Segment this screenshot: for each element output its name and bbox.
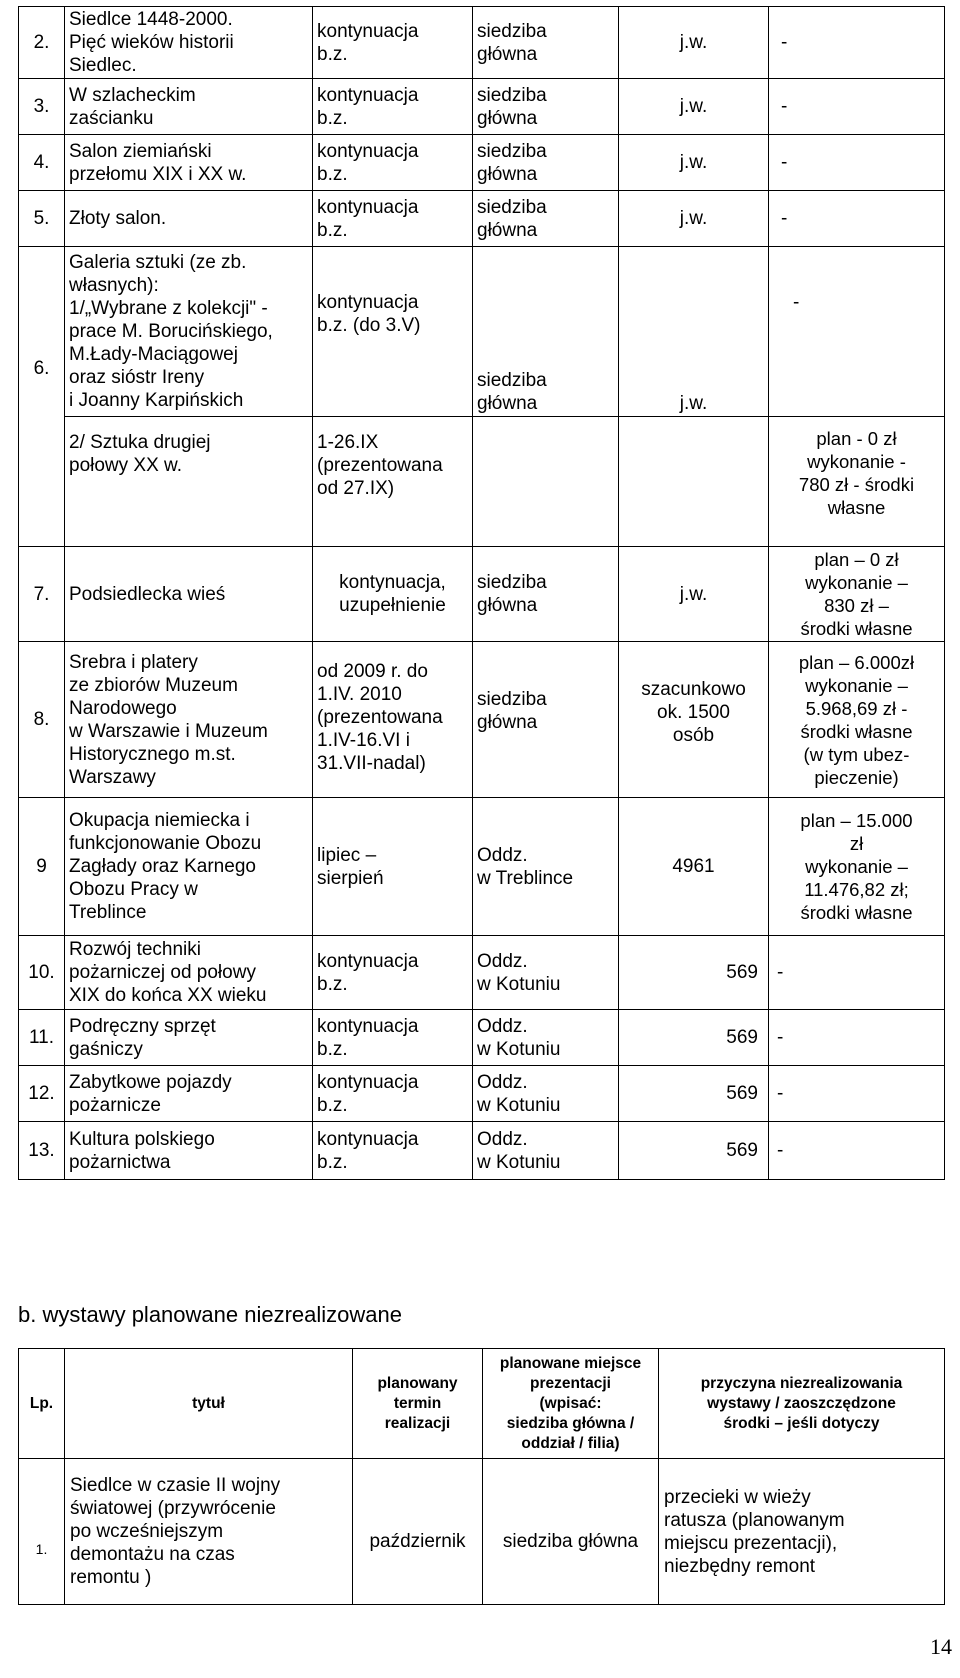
unrealized-exhibitions-table <box>18 1348 945 1605</box>
exhibition-cost: - <box>769 1122 945 1180</box>
exhibition-title: Siedlce 1448-2000. Pięć wieków historii Siedlec. <box>65 7 313 79</box>
exhibition-title: Podsiedlecka wieś <box>65 547 313 642</box>
exhibition-term: kontynuacja b.z. <box>313 79 473 135</box>
row-number: 7. <box>19 547 65 642</box>
exhibition-cost: - <box>769 247 945 417</box>
exhibition-title: W szlacheckim zaścianku <box>65 79 313 135</box>
exhibition-term: od 2009 r. do 1.IV. 2010 (prezentowana 1.IV-16.VI i 31.VII-nadal) <box>313 642 473 798</box>
table-row <box>19 642 945 798</box>
exhibition-title: Galeria sztuki (ze zb. własnych): 1/„Wybrane z kolekcji" - prace M. Borucińskiego, M.Łady-Maciągowej oraz sióstr Ireny i Joanny Karpińskich <box>65 247 313 417</box>
table-row <box>19 191 945 247</box>
exhibition-cost: - <box>769 7 945 79</box>
header-place: planowane miejsce prezentacji (wpisać: siedziba główna / oddział / filia) <box>483 1349 659 1459</box>
exhibition-title: Salon ziemiański przełomu XIX i XX w. <box>65 135 313 191</box>
exhibition-title: Podręczny sprzęt gaśniczy <box>65 1010 313 1066</box>
exhibition-place: siedziba główna <box>473 547 619 642</box>
exhibition-visitors: 569 <box>619 1122 769 1180</box>
exhibition-visitors: j.w. <box>619 247 769 417</box>
exhibition-cost: - <box>769 1010 945 1066</box>
exhibition-title: Zabytkowe pojazdy pożarnicze <box>65 1066 313 1122</box>
exhibition-cost: plan – 15.000 zł wykonanie – 11.476,82 zł; środki własne <box>769 798 945 936</box>
exhibition-cost: - <box>769 936 945 1010</box>
header-reason: przyczyna niezrealizowania wystawy / zaoszczędzone środki – jeśli dotyczy <box>659 1349 945 1459</box>
row-number: 6. <box>19 247 65 547</box>
exhibition-title: 2/ Sztuka drugiej połowy XX w. <box>65 417 313 547</box>
header-lp: Lp. <box>19 1349 65 1459</box>
exhibition-title: Złoty salon. <box>65 191 313 247</box>
table-row <box>19 135 945 191</box>
exhibition-cost: plan – 6.000zł wykonanie – 5.968,69 zł - środki własne (w tym ubez- pieczenie) <box>769 642 945 798</box>
exhibition-title: Okupacja niemiecka i funkcjonowanie Obozu Zagłady oraz Karnego Obozu Pracy w Treblince <box>65 798 313 936</box>
table-row <box>19 936 945 1010</box>
row-number: 2. <box>19 7 65 79</box>
row-number: 3. <box>19 79 65 135</box>
exhibition-visitors: 569 <box>619 1066 769 1122</box>
exhibition-place: siedziba główna <box>473 247 619 417</box>
exhibition-place: siedziba główna <box>473 642 619 798</box>
table-row <box>19 417 945 547</box>
page-number: 14 <box>930 1634 952 1659</box>
exhibition-place: siedziba główna <box>473 191 619 247</box>
exhibition-term: kontynuacja, uzupełnienie <box>313 547 473 642</box>
table-row <box>19 798 945 936</box>
table-row <box>19 79 945 135</box>
row-number: 1. <box>19 1459 65 1605</box>
exhibition-title: Rozwój techniki pożarniczej od połowy XIX do końca XX wieku <box>65 936 313 1010</box>
exhibition-title: Kultura polskiego pożarnictwa <box>65 1122 313 1180</box>
exhibition-visitors: szacunkowo ok. 1500 osób <box>619 642 769 798</box>
exhibition-visitors: j.w. <box>619 135 769 191</box>
table-header-row <box>19 1349 945 1459</box>
exhibition-term: październik <box>353 1459 483 1605</box>
exhibitions-table <box>18 6 945 1180</box>
table-row <box>19 547 945 642</box>
table-row <box>19 1010 945 1066</box>
row-number: 9 <box>19 798 65 936</box>
exhibition-term: kontynuacja b.z. <box>313 1066 473 1122</box>
section-b-title: b. wystawy planowane niezrealizowane <box>18 1302 402 1327</box>
exhibition-cost: - <box>769 1066 945 1122</box>
exhibition-title: Srebra i platery ze zbiorów Muzeum Narodowego w Warszawie i Muzeum Historycznego m.st. Warszawy <box>65 642 313 798</box>
exhibition-visitors: 4961 <box>619 798 769 936</box>
exhibition-cost: - <box>769 79 945 135</box>
exhibition-term: kontynuacja b.z. <box>313 191 473 247</box>
exhibition-place: siedziba główna <box>473 7 619 79</box>
exhibition-term: kontynuacja b.z. <box>313 1010 473 1066</box>
exhibition-cost: plan – 0 zł wykonanie – 830 zł – środki własne <box>769 547 945 642</box>
table-row <box>19 1066 945 1122</box>
exhibition-title: Siedlce w czasie II wojny światowej (przywrócenie po wcześniejszym demontażu na czas remontu ) <box>65 1459 353 1605</box>
exhibition-cost: plan - 0 zł wykonanie - 780 zł - środki własne <box>769 417 945 547</box>
header-term: planowany termin realizacji <box>353 1349 483 1459</box>
row-number: 4. <box>19 135 65 191</box>
row-number: 10. <box>19 936 65 1010</box>
exhibition-visitors: j.w. <box>619 191 769 247</box>
exhibition-visitors: j.w. <box>619 79 769 135</box>
row-number: 5. <box>19 191 65 247</box>
exhibition-term: lipiec – sierpień <box>313 798 473 936</box>
exhibition-place: siedziba główna <box>473 79 619 135</box>
exhibition-term: kontynuacja b.z. <box>313 1122 473 1180</box>
exhibition-place: Oddz. w Treblince <box>473 798 619 936</box>
exhibition-visitors: 569 <box>619 1010 769 1066</box>
exhibition-place: siedziba główna <box>473 135 619 191</box>
exhibition-term: 1-26.IX (prezentowana od 27.IX) <box>313 417 473 547</box>
exhibition-place: Oddz. w Kotuniu <box>473 936 619 1010</box>
exhibition-place: Oddz. w Kotuniu <box>473 1010 619 1066</box>
table-row <box>19 7 945 79</box>
exhibition-place: Oddz. w Kotuniu <box>473 1122 619 1180</box>
row-number: 12. <box>19 1066 65 1122</box>
exhibition-visitors: j.w. <box>619 7 769 79</box>
exhibition-cost: - <box>769 135 945 191</box>
exhibition-term: kontynuacja b.z. <box>313 7 473 79</box>
row-number: 13. <box>19 1122 65 1180</box>
row-number: 8. <box>19 642 65 798</box>
exhibition-term: kontynuacja b.z. (do 3.V) <box>313 247 473 417</box>
exhibition-visitors: 569 <box>619 936 769 1010</box>
row-number: 11. <box>19 1010 65 1066</box>
table-row <box>19 1459 945 1605</box>
header-title: tytuł <box>65 1349 353 1459</box>
exhibition-visitors: j.w. <box>619 547 769 642</box>
exhibition-term: kontynuacja b.z. <box>313 936 473 1010</box>
exhibition-place: Oddz. w Kotuniu <box>473 1066 619 1122</box>
table-row <box>19 1122 945 1180</box>
exhibition-cost: - <box>769 191 945 247</box>
exhibition-reason: przecieki w wieży ratusza (planowanym miejscu prezentacji), niezbędny remont <box>659 1459 945 1605</box>
exhibition-place: siedziba główna <box>483 1459 659 1605</box>
exhibition-term: kontynuacja b.z. <box>313 135 473 191</box>
table-row <box>19 247 945 417</box>
